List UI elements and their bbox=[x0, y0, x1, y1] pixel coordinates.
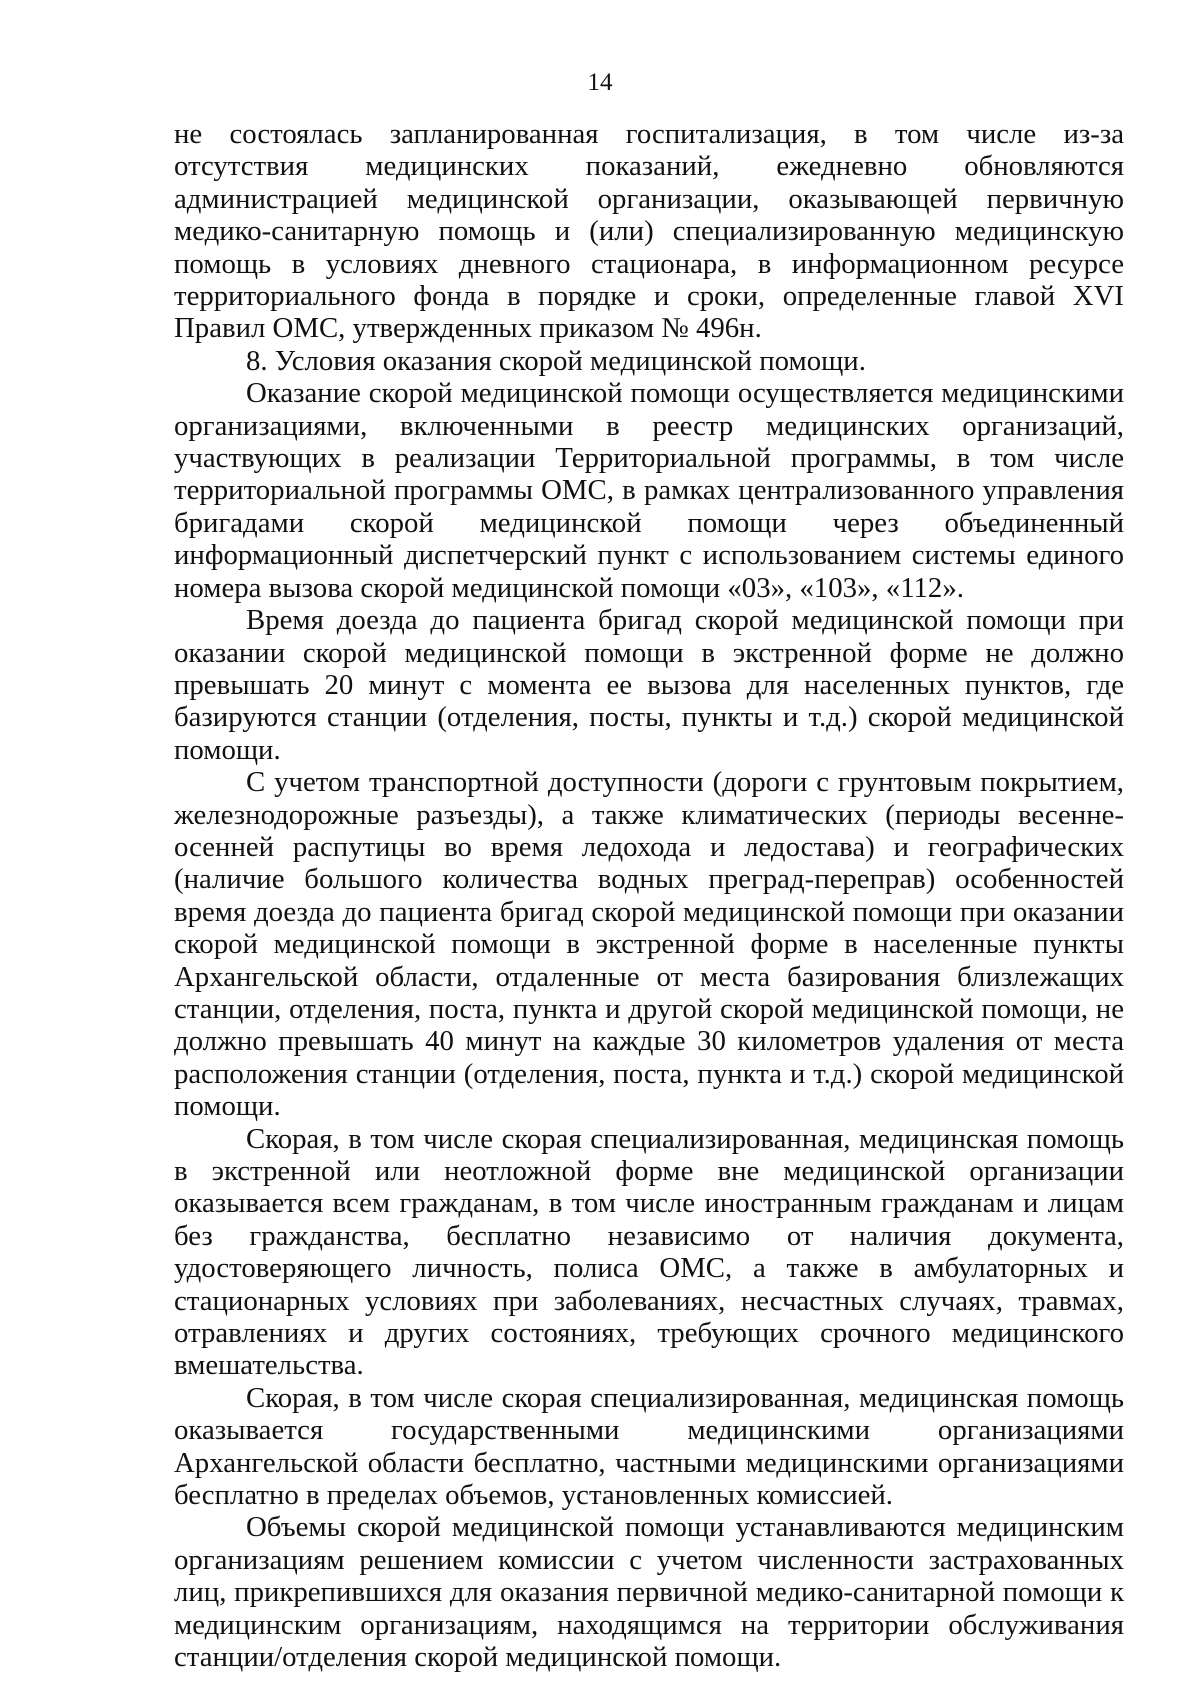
paragraph: Оказание скорой медицинской помощи осуществляется медицинскими организациями, включенными в реестр медицинских организаций, участвующих в реализации Территориальной программы, в том числе территориальной программы ОМС, в рамках централизованного управления бригадами скорой медицинской помощи через объединенный информационный диспетчерский пункт с использованием системы единого номера вызова скорой медицинской помощи «03», «103», «112». bbox=[174, 377, 1124, 604]
paragraph: С учетом транспортной доступности (дороги с грунтовым покрытием, железнодорожные разъезды), а также климатических (периоды весенне-осенней распутицы во время ледохода и ледостава) и географических (наличие большого количества водных преград-переправ) особенностей время доезда до пациента бригад скорой медицинской помощи при оказании скорой медицинской помощи в экстренной форме в населенные пункты Архангельской области, отдаленные от места базирования близлежащих станции, отделения, поста, пункта и другой скорой медицинской помощи, не должно превышать 40 минут на каждые 30 километров удаления от места расположения станции (отделения, поста, пункта и т.д.) скорой медицинской помощи. bbox=[174, 766, 1124, 1123]
paragraph: Объемы скорой медицинской помощи устанавливаются медицинским организациям решением комиссии с учетом численности застрахованных лиц, прикрепившихся для оказания первичной медико-санитарной помощи к медицинским организациям, находящимся на территории обслуживания станции/отделения скорой медицинской помощи. bbox=[174, 1511, 1124, 1674]
section-heading: 8. Условия оказания скорой медицинской помощи. bbox=[246, 344, 866, 377]
paragraph: Скорая, в том числе скорая специализированная, медицинская помощь оказывается государственными медицинскими организациями Архангельской области бесплатно, частными медицинскими организациями бесплатно в пределах объемов, установленных комиссией. bbox=[174, 1381, 1124, 1512]
page-number: 14 bbox=[587, 69, 613, 96]
paragraph: Время доезда до пациента бригад скорой медицинской помощи при оказании скорой медицинской помощи в экстренной форме не должно превышать 20 минут с момента ее вызова для населенных пунктов, где базируются станции (отделения, посты, пункты и т.д.) скорой медицинской помощи. bbox=[174, 604, 1124, 766]
paragraph-continuation: не состоялась запланированная госпитализация, в том числе из-за отсутствия медицинских показаний, ежедневно обновляются администрацией медицинской организации, оказывающей первичную медико-санитарную помощь и (или) специализированную медицинскую помощь в условиях дневного стационара, в информационном ресурсе территориального фонда в порядке и сроки, определенные главой XVI Правил ОМС, утвержденных приказом № 496н. bbox=[174, 118, 1124, 345]
paragraph: Скорая, в том числе скорая специализированная, медицинская помощь в экстренной или неотложной форме вне медицинской организации оказывается всем гражданам, в том числе иностранным гражданам и лицам без гражданства, бесплатно независимо от наличия документа, удостоверяющего личность, полиса ОМС, а также в амбулаторных и стационарных условиях при заболеваниях, несчастных случаях, травмах, отравлениях и других состояниях, требующих срочного медицинского вмешательства. bbox=[174, 1122, 1124, 1382]
document-body bbox=[174, 118, 1124, 1674]
